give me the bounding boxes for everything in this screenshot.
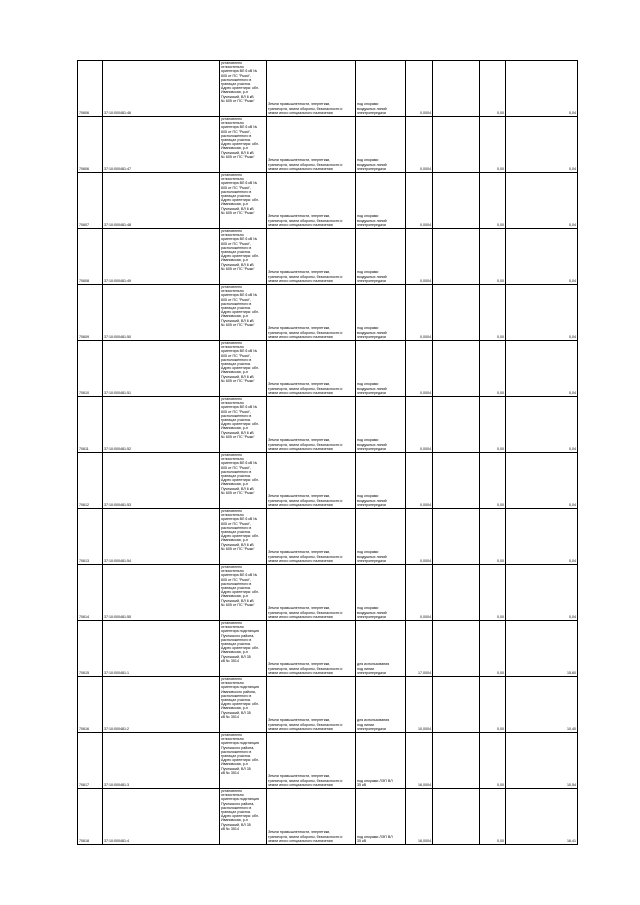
- area-value-text: 0,0004: [420, 502, 431, 507]
- row-number: [78, 453, 103, 509]
- area-value-text: 0,0004: [420, 558, 431, 563]
- total-value-text: 0,04: [569, 166, 576, 171]
- percent-value-text: 0,00: [497, 726, 504, 731]
- row-number: [78, 621, 103, 677]
- land-category-text: Земли промышленности, энергетики, транспорта, земли обороны, безопасности и земли иного специального назначения: [268, 438, 343, 451]
- area-value: [406, 621, 433, 677]
- land-category: [267, 173, 356, 229]
- total-value-text: 15,60: [567, 670, 576, 675]
- area-value-text: 0,0004: [420, 390, 431, 395]
- empty-cell: [433, 509, 480, 565]
- area-value: [406, 677, 433, 733]
- row-number: [78, 117, 103, 173]
- land-category: [267, 733, 356, 789]
- total-value-text: 0,04: [569, 558, 576, 563]
- area-value: [406, 173, 433, 229]
- empty-cell: [433, 565, 480, 621]
- empty-cell: [433, 621, 480, 677]
- cadastral-number: [103, 341, 220, 397]
- total-value-text: 10,54: [567, 782, 576, 787]
- empty-cell: [433, 61, 480, 117]
- land-category: [267, 341, 356, 397]
- land-category: [267, 677, 356, 733]
- table-row: [78, 285, 578, 341]
- total-value: [506, 733, 578, 789]
- total-value: [506, 341, 578, 397]
- table-row: [78, 117, 578, 173]
- location-description: [220, 565, 267, 621]
- total-value: [506, 789, 578, 845]
- area-value-text: 0,0004: [420, 222, 431, 227]
- empty-cell: [433, 397, 480, 453]
- row-number-text: 70617: [79, 782, 89, 787]
- table-row: [78, 453, 578, 509]
- percent-value: [480, 173, 506, 229]
- permitted-use: [356, 677, 406, 733]
- cadastral-number-text: 37:10:000481:47: [104, 166, 131, 171]
- land-category: [267, 229, 356, 285]
- row-number: [78, 789, 103, 845]
- row-number: [78, 509, 103, 565]
- cadastral-number: [103, 229, 220, 285]
- cadastral-number-text: 37:10:000481:55: [104, 614, 131, 619]
- land-category-text: Земли промышленности, энергетики, транспорта, земли обороны, безопасности и земли иного специального назначения: [268, 326, 343, 339]
- total-value: [506, 621, 578, 677]
- row-number-text: 70615: [79, 670, 89, 675]
- location-description-text: установлено относительно ориентира ВЛ 6 кВ № 605 от ПС "Рыки", расположенного в границах участка. Адрес ориентира: обл. Ивановская, р-н Пучежский, ВЛ 6 кВ № 605 от ПС "Рыки": [221, 509, 259, 551]
- percent-value-text: 0,00: [497, 222, 504, 227]
- total-value: [506, 397, 578, 453]
- location-description-text: установлено относительно ориентира ВЛ 6 кВ № 605 от ПС "Рыки", расположенного в границах участка. Адрес ориентира: обл. Ивановская, р-н Пучежский, ВЛ 6 кВ № 605 от ПС "Рыки": [221, 61, 259, 103]
- land-category: [267, 117, 356, 173]
- row-number-text: 70613: [79, 558, 89, 563]
- cadastral-number-text: 37:10:000481:4: [104, 838, 129, 843]
- permitted-use: [356, 621, 406, 677]
- percent-value-text: 0,00: [497, 502, 504, 507]
- area-value-text: 0,0004: [420, 110, 431, 115]
- row-number: [78, 173, 103, 229]
- total-value-text: 16,41: [567, 838, 576, 843]
- area-value-text: 0,0004: [420, 166, 431, 171]
- permitted-use-text: для использования под линии электропередачи: [357, 662, 390, 675]
- permitted-use: [356, 117, 406, 173]
- empty-cell: [433, 285, 480, 341]
- row-number-text: 70610: [79, 390, 89, 395]
- cadastral-number: [103, 621, 220, 677]
- location-description: [220, 397, 267, 453]
- land-category: [267, 61, 356, 117]
- location-description-text: установлено относительно ориентира ВЛ 6 кВ № 605 от ПС "Рыки", расположенного в границах участка. Адрес ориентира: обл. Ивановская, р-н Пучежский, ВЛ 6 кВ № 605 от ПС "Рыки": [221, 453, 259, 495]
- cadastral-number-text: 37:10:000481:2: [104, 726, 129, 731]
- percent-value: [480, 677, 506, 733]
- permitted-use-text: под опорами воздушных линий электропередачи: [357, 494, 387, 507]
- land-category: [267, 397, 356, 453]
- row-number: [78, 397, 103, 453]
- location-description: [220, 117, 267, 173]
- location-description: [220, 61, 267, 117]
- row-number-text: 70606: [79, 110, 89, 115]
- total-value: [506, 229, 578, 285]
- table-row: [78, 341, 578, 397]
- location-description-text: установлено относительно ориентира подстанция Пучежского района, расположенного в границах участка. Адрес ориентира: обл. Ивановская, р-н Пучежский, ВЛ 35 кВ № 3514: [221, 621, 259, 663]
- table-row: [78, 397, 578, 453]
- area-value-text: 16,0004: [418, 782, 431, 787]
- total-value: [506, 61, 578, 117]
- permitted-use: [356, 565, 406, 621]
- percent-value-text: 0,00: [497, 166, 504, 171]
- permitted-use-text: под опорами воздушных линий электропередачи: [357, 214, 387, 227]
- permitted-use: [356, 509, 406, 565]
- permitted-use-text: под опорами воздушных линий электропередачи: [357, 550, 387, 563]
- permitted-use: [356, 341, 406, 397]
- row-number: [78, 565, 103, 621]
- permitted-use-text: для использования под линии электропередачи: [357, 718, 390, 731]
- location-description: [220, 677, 267, 733]
- cadastral-number: [103, 789, 220, 845]
- area-value-text: 10,0004: [418, 726, 431, 731]
- table-body: [78, 61, 578, 845]
- permitted-use: [356, 453, 406, 509]
- percent-value-text: 0,00: [497, 782, 504, 787]
- cadastral-number-text: 37:10:000481:50: [104, 334, 131, 339]
- cadastral-number-text: 37:10:000481:54: [104, 558, 131, 563]
- row-number-text: 70612: [79, 502, 89, 507]
- cadastral-number-text: 37:10:000481:48: [104, 222, 131, 227]
- row-number: [78, 341, 103, 397]
- cadastral-number-text: 37:10:000481:53: [104, 502, 131, 507]
- permitted-use: [356, 789, 406, 845]
- cadastral-number-text: 37:10:000481:46: [104, 110, 131, 115]
- permitted-use: [356, 397, 406, 453]
- row-number-text: 70618: [79, 838, 89, 843]
- empty-cell: [433, 117, 480, 173]
- total-value-text: 0,04: [569, 390, 576, 395]
- land-category-text: Земли промышленности, энергетики, транспорта, земли обороны, безопасности и земли иного специального назначения: [268, 494, 343, 507]
- total-value: [506, 509, 578, 565]
- empty-cell: [433, 733, 480, 789]
- percent-value: [480, 285, 506, 341]
- land-category-text: Земли промышленности, энергетики, транспорта, земли обороны, безопасности и земли иного специального назначения: [268, 830, 343, 843]
- table-row: [78, 733, 578, 789]
- empty-cell: [433, 677, 480, 733]
- area-value-text: 17,0004: [418, 670, 431, 675]
- total-value: [506, 117, 578, 173]
- row-number: [78, 285, 103, 341]
- table-row: [78, 677, 578, 733]
- area-value-text: 0,0004: [420, 334, 431, 339]
- total-value: [506, 173, 578, 229]
- cadastral-number: [103, 677, 220, 733]
- cadastral-number: [103, 285, 220, 341]
- location-description-text: установлено относительно ориентира ВЛ 6 кВ № 605 от ПС "Рыки", расположенного в границах участка. Адрес ориентира: обл. Ивановская, р-н Пучежский, ВЛ 6 кВ № 605 от ПС "Рыки": [221, 285, 259, 327]
- land-category: [267, 285, 356, 341]
- location-description-text: установлено относительно ориентира подстанция Пучежского района, расположенного в границах участка. Адрес ориентира: обл. Ивановская, р-н Пучежский, ВЛ 35 кВ № 3514: [221, 733, 259, 775]
- location-description-text: установлено относительно ориентира ВЛ 6 кВ № 605 от ПС "Рыки", расположенного в границах участка. Адрес ориентира: обл. Ивановская, р-н Пучежский, ВЛ 6 кВ № 605 от ПС "Рыки": [221, 341, 259, 383]
- total-value: [506, 285, 578, 341]
- location-description-text: установлено относительно ориентира ВЛ 6 кВ № 605 от ПС "Рыки", расположенного в границах участка. Адрес ориентира: обл. Ивановская, р-н Пучежский, ВЛ 6 кВ № 605 от ПС "Рыки": [221, 397, 259, 439]
- land-category-text: Земли промышленности, энергетики, транспорта, земли обороны, безопасности и земли иного специального назначения: [268, 718, 343, 731]
- area-value: [406, 117, 433, 173]
- total-value: [506, 453, 578, 509]
- percent-value: [480, 117, 506, 173]
- location-description: [220, 229, 267, 285]
- row-number-text: 70606: [79, 166, 89, 171]
- cadastral-number-text: 37:10:000481:51: [104, 390, 131, 395]
- location-description-text: установлено относительно ориентира подстанция Пучежского района, расположенного в границах участка. Адрес ориентира: обл. Ивановская, р-н Пучежский, ВЛ 35 кВ № 3514: [221, 789, 259, 831]
- permitted-use: [356, 61, 406, 117]
- land-register-table: [77, 60, 578, 845]
- table-row: [78, 789, 578, 845]
- total-value-text: 0,04: [569, 614, 576, 619]
- percent-value: [480, 789, 506, 845]
- table-row: [78, 565, 578, 621]
- area-value: [406, 565, 433, 621]
- percent-value-text: 0,00: [497, 838, 504, 843]
- percent-value: [480, 453, 506, 509]
- total-value: [506, 565, 578, 621]
- location-description: [220, 341, 267, 397]
- cadastral-number: [103, 509, 220, 565]
- land-category-text: Земли промышленности, энергетики, транспорта, земли обороны, безопасности и земли иного специального назначения: [268, 214, 343, 227]
- permitted-use: [356, 285, 406, 341]
- total-value-text: 0,04: [569, 334, 576, 339]
- percent-value-text: 0,00: [497, 110, 504, 115]
- table-row: [78, 173, 578, 229]
- permitted-use: [356, 229, 406, 285]
- empty-cell: [433, 789, 480, 845]
- area-value: [406, 509, 433, 565]
- percent-value-text: 0,00: [497, 670, 504, 675]
- area-value-text: 0,0004: [420, 446, 431, 451]
- location-description-text: установлено относительно ориентира ВЛ 6 кВ № 605 от ПС "Рыки", расположенного в границах участка. Адрес ориентира: обл. Ивановская, р-н Пучежский, ВЛ 6 кВ № 605 от ПС "Рыки": [221, 565, 259, 607]
- percent-value-text: 0,00: [497, 334, 504, 339]
- cadastral-number: [103, 173, 220, 229]
- land-category-text: Земли промышленности, энергетики, транспорта, земли обороны, безопасности и земли иного специального назначения: [268, 102, 343, 115]
- area-value: [406, 789, 433, 845]
- land-category-text: Земли промышленности, энергетики, транспорта, земли обороны, безопасности и земли иного специального назначения: [268, 382, 343, 395]
- row-number-text: 70616: [79, 726, 89, 731]
- percent-value-text: 0,00: [497, 614, 504, 619]
- percent-value: [480, 621, 506, 677]
- cadastral-number: [103, 733, 220, 789]
- table-row: [78, 229, 578, 285]
- area-value: [406, 61, 433, 117]
- row-number: [78, 61, 103, 117]
- row-number-text: 70614: [79, 614, 89, 619]
- total-value-text: 0,04: [569, 278, 576, 283]
- land-category-text: Земли промышленности, энергетики, транспорта, земли обороны, безопасности и земли иного специального назначения: [268, 550, 343, 563]
- row-number: [78, 733, 103, 789]
- area-value-text: 0,0004: [420, 278, 431, 283]
- area-value: [406, 453, 433, 509]
- location-description-text: установлено относительно ориентира ВЛ 6 кВ № 605 от ПС "Рыки", расположенного в границах участка. Адрес ориентира: обл. Ивановская, р-н Пучежский, ВЛ 6 кВ № 605 от ПС "Рыки": [221, 117, 259, 159]
- permitted-use-text: под опорами воздушных линий электропередачи: [357, 438, 387, 451]
- cadastral-number: [103, 565, 220, 621]
- location-description-text: установлено относительно ориентира ВЛ 6 кВ № 605 от ПС "Рыки", расположенного в границах участка. Адрес ориентира: обл. Ивановская, р-н Пучежский, ВЛ 6 кВ № 605 от ПС "Рыки": [221, 173, 259, 215]
- row-number-text: 70611: [79, 446, 89, 451]
- area-value: [406, 229, 433, 285]
- row-number-text: 70607: [79, 222, 89, 227]
- percent-value-text: 0,00: [497, 278, 504, 283]
- land-category-text: Земли промышленности, энергетики, транспорта, земли обороны, безопасности и земли иного специального назначения: [268, 158, 343, 171]
- total-value-text: 0,04: [569, 222, 576, 227]
- row-number: [78, 677, 103, 733]
- permitted-use-text: под опорами воздушных линий электропередачи: [357, 382, 387, 395]
- location-description: [220, 285, 267, 341]
- cadastral-number: [103, 453, 220, 509]
- empty-cell: [433, 173, 480, 229]
- total-value-text: 0,04: [569, 446, 576, 451]
- percent-value-text: 0,00: [497, 390, 504, 395]
- cadastral-number-text: 37:10:000481:1: [104, 670, 129, 675]
- land-category-text: Земли промышленности, энергетики, транспорта, земли обороны, безопасности и земли иного специального назначения: [268, 662, 343, 675]
- percent-value-text: 0,00: [497, 558, 504, 563]
- permitted-use-text: под опорами ЛЭП ВЛ 35 кВ: [357, 834, 393, 843]
- land-category-text: Земли промышленности, энергетики, транспорта, земли обороны, безопасности и земли иного специального назначения: [268, 606, 343, 619]
- table-row: [78, 61, 578, 117]
- total-value: [506, 677, 578, 733]
- row-number-text: 70609: [79, 334, 89, 339]
- permitted-use-text: под опорами воздушных линий электропередачи: [357, 270, 387, 283]
- percent-value: [480, 733, 506, 789]
- percent-value: [480, 341, 506, 397]
- area-value: [406, 733, 433, 789]
- location-description: [220, 733, 267, 789]
- table-row: [78, 621, 578, 677]
- permitted-use-text: под опорами воздушных линий электропередачи: [357, 102, 387, 115]
- permitted-use-text: под опорами воздушных линий электропередачи: [357, 158, 387, 171]
- location-description: [220, 789, 267, 845]
- area-value-text: 0,0004: [420, 614, 431, 619]
- land-category: [267, 789, 356, 845]
- land-category: [267, 453, 356, 509]
- cadastral-number: [103, 397, 220, 453]
- location-description: [220, 173, 267, 229]
- land-category: [267, 509, 356, 565]
- total-value-text: 0,04: [569, 502, 576, 507]
- empty-cell: [433, 341, 480, 397]
- cadastral-number: [103, 61, 220, 117]
- percent-value: [480, 229, 506, 285]
- area-value: [406, 341, 433, 397]
- area-value: [406, 397, 433, 453]
- land-category-text: Земли промышленности, энергетики, транспорта, земли обороны, безопасности и земли иного специального назначения: [268, 270, 343, 283]
- row-number-text: 70608: [79, 278, 89, 283]
- empty-cell: [433, 453, 480, 509]
- percent-value: [480, 397, 506, 453]
- cadastral-number-text: 37:10:000481:49: [104, 278, 131, 283]
- total-value-text: 0,04: [569, 110, 576, 115]
- permitted-use: [356, 733, 406, 789]
- permitted-use-text: под опорами воздушных линий электропередачи: [357, 326, 387, 339]
- empty-cell: [433, 229, 480, 285]
- percent-value-text: 0,00: [497, 446, 504, 451]
- location-description-text: установлено относительно ориентира подстанция Ивановского района, расположенного в границах участка. Адрес ориентира: обл. Ивановская, р-н Пучежский, ВЛ 35 кВ № 3514: [221, 677, 259, 719]
- permitted-use-text: под опорами воздушных линий электропередачи: [357, 606, 387, 619]
- total-value-text: 10,40: [567, 726, 576, 731]
- area-value-text: 16,0004: [418, 838, 431, 843]
- land-category: [267, 565, 356, 621]
- location-description: [220, 509, 267, 565]
- permitted-use-text: под опорами ЛЭП ВЛ 35 кВ: [357, 778, 393, 787]
- row-number: [78, 229, 103, 285]
- location-description-text: установлено относительно ориентира ВЛ 6 кВ № 605 от ПС "Рыки", расположенного в границах участка. Адрес ориентира: обл. Ивановская, р-н Пучежский, ВЛ 6 кВ № 605 от ПС "Рыки": [221, 229, 259, 271]
- percent-value: [480, 61, 506, 117]
- cadastral-number-text: 37:10:000481:3: [104, 782, 129, 787]
- percent-value: [480, 565, 506, 621]
- percent-value: [480, 509, 506, 565]
- area-value: [406, 285, 433, 341]
- land-category: [267, 621, 356, 677]
- permitted-use: [356, 173, 406, 229]
- table-row: [78, 509, 578, 565]
- location-description: [220, 621, 267, 677]
- cadastral-number: [103, 117, 220, 173]
- land-category-text: Земли промышленности, энергетики, транспорта, земли обороны, безопасности и земли иного специального назначения: [268, 774, 343, 787]
- cadastral-number-text: 37:10:000481:52: [104, 446, 131, 451]
- location-description: [220, 453, 267, 509]
